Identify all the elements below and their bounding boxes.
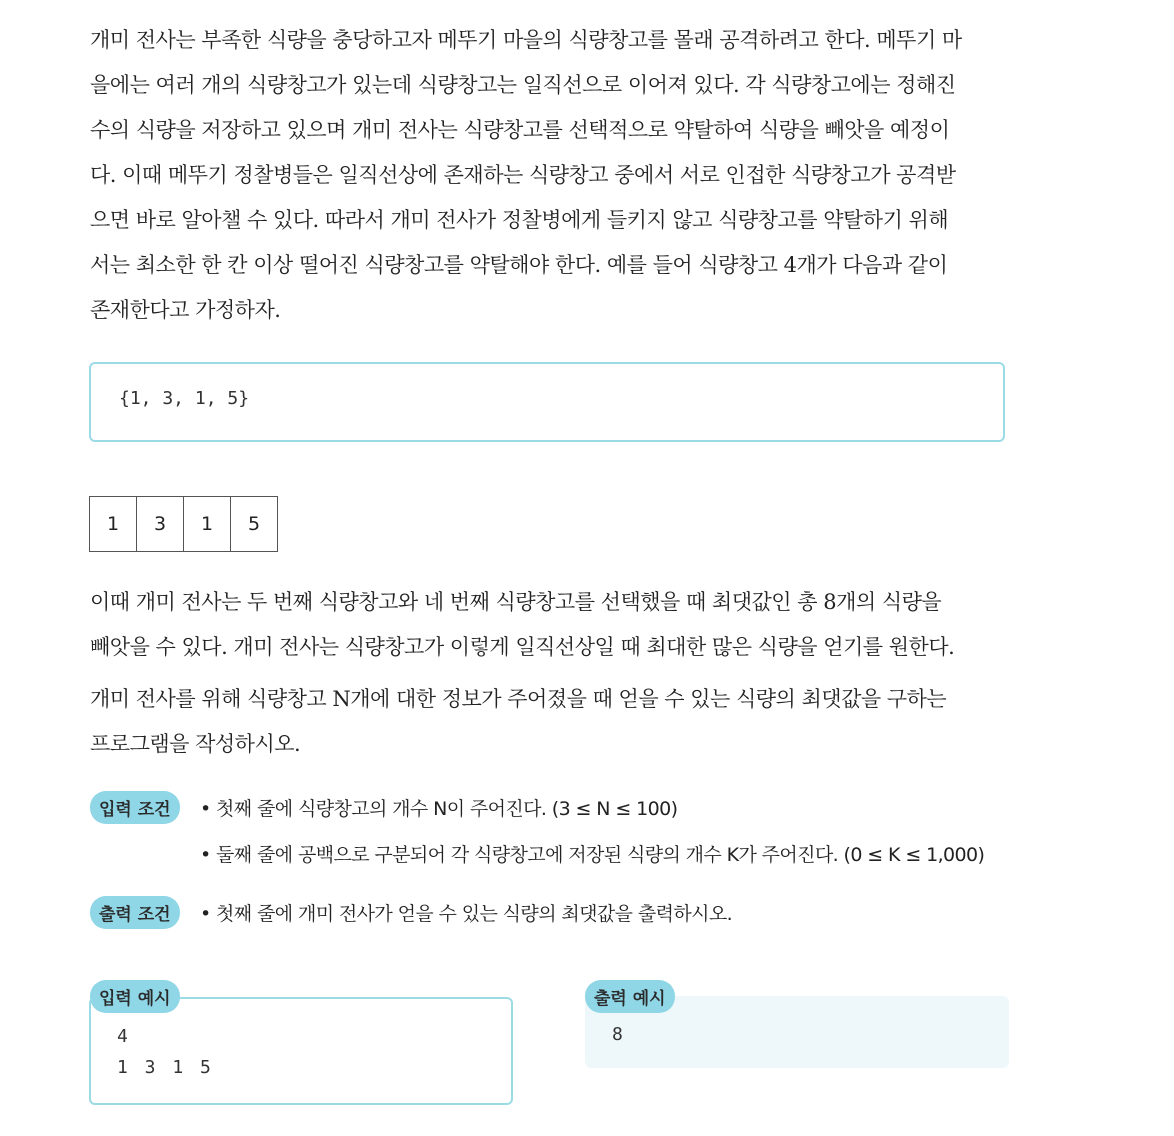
sample-output-line: 8 xyxy=(612,1024,623,1045)
text-line: 프로그램을 작성하시오. xyxy=(90,732,301,756)
text-line: 이때 개미 전사는 두 번째 식량창고와 네 번째 식량창고를 선택했을 때 최댓값인 총 8개의 식량을 xyxy=(90,590,942,614)
text-line: 개미 전사는 부족한 식량을 충당하고자 메뚜기 마을의 식량창고를 몰래 공격하려고 한다. 메뚜기 마 xyxy=(90,28,962,52)
sample-input-box xyxy=(89,997,513,1105)
example-array-text: {1, 3, 1, 5} xyxy=(119,388,250,409)
explanation-paragraph xyxy=(90,580,1010,670)
problem-description xyxy=(90,18,1010,333)
storage-cell: 5 xyxy=(230,496,278,552)
input-condition-item: • 첫째 줄에 식량창고의 개수 N이 주어진다. (3 ≤ N ≤ 100) xyxy=(200,798,678,820)
text-line: 으면 바로 알아챌 수 있다. 따라서 개미 전사가 정찰병에게 들키지 않고 식량창고를 약탈하기 위해 xyxy=(90,208,949,232)
text-line: 개미 전사를 위해 식량창고 N개에 대한 정보가 주어졌을 때 얻을 수 있는 식량의 최댓값을 구하는 xyxy=(90,687,947,711)
text-line: 을에는 여러 개의 식량창고가 있는데 식량창고는 일직선으로 이어져 있다. 각 식량창고에는 정해진 xyxy=(90,73,956,97)
sample-input-line: 4 xyxy=(117,1026,128,1047)
storage-cells xyxy=(89,496,278,552)
text-line: 다. 이때 메뚜기 정찰병들은 일직선상에 존재하는 식량창고 중에서 서로 인접한 식량창고가 공격받 xyxy=(90,163,956,187)
example-array-box xyxy=(89,362,1005,442)
text-line: 서는 최소한 한 칸 이상 떨어진 식량창고를 약탈해야 한다. 예를 들어 식량창고 4개가 다음과 같이 xyxy=(90,253,948,277)
text-line: 수의 식량을 저장하고 있으며 개미 전사는 식량창고를 선택적으로 약탈하여 식량을 빼앗을 예정이 xyxy=(90,118,950,142)
text-line: 빼앗을 수 있다. 개미 전사는 식량창고가 이렇게 일직선상일 때 최대한 많은 식량을 얻기를 원한다. xyxy=(90,635,955,659)
sample-output-label: 출력 예시 xyxy=(585,980,675,1013)
input-condition-item: • 둘째 줄에 공백으로 구분되어 각 식량창고에 저장된 식량의 개수 K가 주어진다. (0 ≤ K ≤ 1,000) xyxy=(200,844,985,866)
storage-cell: 3 xyxy=(136,496,184,552)
text-line: 존재한다고 가정하자. xyxy=(90,298,281,322)
task-paragraph xyxy=(90,677,1010,767)
storage-cell: 1 xyxy=(89,496,137,552)
input-condition-label: 입력 조건 xyxy=(90,791,180,824)
sample-input-line: 1 3 1 5 xyxy=(117,1057,214,1078)
sample-input-label: 입력 예시 xyxy=(90,980,180,1013)
storage-cell: 1 xyxy=(183,496,231,552)
output-condition-item: • 첫째 줄에 개미 전사가 얻을 수 있는 식량의 최댓값을 출력하시오. xyxy=(200,903,733,925)
output-condition-label: 출력 조건 xyxy=(90,896,180,929)
